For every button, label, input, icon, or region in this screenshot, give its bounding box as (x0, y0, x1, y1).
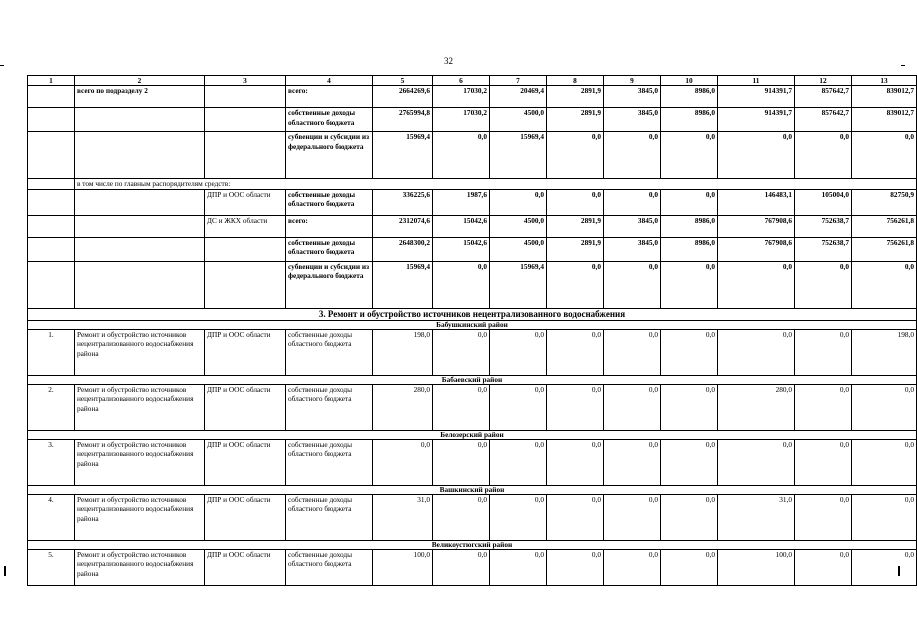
value-cell: 0,0 (852, 494, 917, 540)
value-cell: 0,0 (852, 439, 917, 485)
value-cell: 3845,0 (604, 86, 661, 108)
value-cell: 8986,0 (661, 215, 718, 237)
value-cell: 0,0 (661, 439, 718, 485)
value-cell: 0,0 (661, 494, 718, 540)
row-number-cell (28, 261, 75, 308)
value-cell: 31,0 (718, 494, 795, 540)
value-cell: 17030,2 (433, 86, 490, 108)
value-cell: 280,0 (373, 384, 433, 430)
district-name: Белозерский район (28, 430, 917, 439)
managers-label-row (28, 179, 917, 189)
value-cell: 752638,7 (795, 237, 852, 261)
value-cell: 82750,9 (852, 189, 917, 215)
value-cell: 0,0 (490, 384, 547, 430)
funding-type: собственные доходы областного бюджета (286, 494, 373, 540)
project-name: Ремонт и обустройство источников нецентрализованного водоснабжения района (75, 494, 205, 540)
value-cell: 0,0 (661, 329, 718, 375)
value-cell: 198,0 (373, 329, 433, 375)
value-cell: 0,0 (661, 549, 718, 585)
margin-tick-right (901, 65, 905, 66)
value-cell: 15969,4 (373, 132, 433, 179)
value-cell: 0,0 (490, 439, 547, 485)
row-number: 2. (28, 384, 75, 430)
value-cell: 8986,0 (661, 237, 718, 261)
subtotal-row (28, 108, 917, 132)
manager-cell (205, 237, 286, 261)
value-cell: 0,0 (433, 384, 490, 430)
value-cell: 280,0 (718, 384, 795, 430)
subtotal-label: всего по подразделу 2 (75, 86, 205, 108)
value-cell: 767908,6 (718, 215, 795, 237)
value-cell: 0,0 (795, 549, 852, 585)
value-cell: 0,0 (795, 132, 852, 179)
value-cell: 0,0 (490, 329, 547, 375)
value-cell: 0,0 (490, 189, 547, 215)
value-cell: 857642,7 (795, 86, 852, 108)
project-row (28, 494, 917, 540)
project-row (28, 329, 917, 375)
manager-cell (205, 86, 286, 108)
funding-type: собственные доходы областного бюджета (286, 237, 373, 261)
column-header: 6 (433, 76, 490, 86)
value-cell: 0,0 (718, 261, 795, 308)
manager-row (28, 215, 917, 237)
district-header-row (28, 485, 917, 494)
value-cell: 0,0 (661, 189, 718, 215)
funding-type: собственные доходы областного бюджета (286, 329, 373, 375)
value-cell: 0,0 (661, 132, 718, 179)
value-cell: 15969,4 (490, 261, 547, 308)
district-header-row (28, 375, 917, 384)
value-cell: 756261,8 (852, 237, 917, 261)
value-cell: 3845,0 (604, 108, 661, 132)
value-cell: 0,0 (604, 384, 661, 430)
manager-cell: ДС и ЖКХ области (205, 215, 286, 237)
column-header: 2 (75, 76, 205, 86)
section-title: 3. Ремонт и обустройство источников нецентрализованного водоснабжения (28, 308, 917, 320)
value-cell: 4500,0 (490, 108, 547, 132)
value-cell: 0,0 (718, 439, 795, 485)
value-cell: 15042,6 (433, 215, 490, 237)
value-cell: 0,0 (490, 494, 547, 540)
value-cell: 0,0 (604, 494, 661, 540)
subtotal-row (28, 132, 917, 179)
value-cell: 756261,8 (852, 215, 917, 237)
value-cell: 0,0 (718, 329, 795, 375)
column-header: 3 (205, 76, 286, 86)
project-row (28, 384, 917, 430)
row-number-cell (28, 86, 75, 108)
value-cell: 0,0 (547, 189, 604, 215)
manager-cell: ДПР и ООС области (205, 189, 286, 215)
value-cell: 2891,9 (547, 215, 604, 237)
value-cell: 4500,0 (490, 237, 547, 261)
row-number: 1. (28, 329, 75, 375)
row-number: 4. (28, 494, 75, 540)
funding-type: субвенции и субсидии из федерального бюджета (286, 261, 373, 308)
value-cell: 0,0 (718, 132, 795, 179)
column-header: 12 (795, 76, 852, 86)
district-header-row (28, 430, 917, 439)
column-header: 8 (547, 76, 604, 86)
manager-row (28, 237, 917, 261)
value-cell: 0,0 (547, 494, 604, 540)
value-cell: 839012,7 (852, 108, 917, 132)
value-cell: 2312074,6 (373, 215, 433, 237)
name-cell (75, 237, 205, 261)
row-number: 5. (28, 549, 75, 585)
value-cell: 0,0 (795, 439, 852, 485)
value-cell: 2891,9 (547, 237, 604, 261)
value-cell: 0,0 (373, 439, 433, 485)
value-cell: 4500,0 (490, 215, 547, 237)
value-cell: 100,0 (373, 549, 433, 585)
row-number-cell (28, 215, 75, 237)
column-header: 4 (286, 76, 373, 86)
funding-type: собственные доходы областного бюджета (286, 384, 373, 430)
row-number-cell (28, 237, 75, 261)
value-cell: 0,0 (433, 494, 490, 540)
value-cell: 0,0 (604, 189, 661, 215)
value-cell: 31,0 (373, 494, 433, 540)
funding-type: собственные доходы областного бюджета (286, 108, 373, 132)
value-cell: 8986,0 (661, 86, 718, 108)
row-number-cell (28, 179, 75, 189)
district-name: Бабаевский район (28, 375, 917, 384)
value-cell: 0,0 (795, 494, 852, 540)
funding-type: всего: (286, 86, 373, 108)
value-cell: 20469,4 (490, 86, 547, 108)
value-cell: 15042,6 (433, 237, 490, 261)
value-cell: 0,0 (604, 132, 661, 179)
value-cell: 752638,7 (795, 215, 852, 237)
header-row (28, 76, 917, 86)
value-cell: 1987,6 (433, 189, 490, 215)
name-cell (75, 261, 205, 308)
manager-cell: ДПР и ООС области (205, 549, 286, 585)
value-cell: 0,0 (433, 261, 490, 308)
name-cell (75, 189, 205, 215)
value-cell: 0,0 (547, 132, 604, 179)
manager-cell: ДПР и ООС области (205, 329, 286, 375)
column-header: 7 (490, 76, 547, 86)
value-cell: 15969,4 (490, 132, 547, 179)
page-number: 32 (444, 56, 453, 66)
manager-cell (205, 108, 286, 132)
value-cell: 15969,4 (373, 261, 433, 308)
manager-row (28, 261, 917, 308)
manager-row (28, 189, 917, 215)
margin-tick-left (0, 65, 4, 66)
value-cell: 0,0 (604, 439, 661, 485)
value-cell: 0,0 (547, 384, 604, 430)
project-name: Ремонт и обустройство источников нецентрализованного водоснабжения района (75, 329, 205, 375)
district-header-row (28, 320, 917, 329)
funding-type: всего: (286, 215, 373, 237)
row-number: 3. (28, 439, 75, 485)
project-row (28, 439, 917, 485)
value-cell: 336225,6 (373, 189, 433, 215)
manager-cell: ДПР и ООС области (205, 439, 286, 485)
value-cell: 0,0 (661, 384, 718, 430)
managers-label: в том числе по главным распорядителям средств: (75, 179, 917, 189)
value-cell: 0,0 (547, 329, 604, 375)
funding-type: собственные доходы областного бюджета (286, 189, 373, 215)
value-cell: 146483,1 (718, 189, 795, 215)
value-cell: 0,0 (852, 261, 917, 308)
value-cell: 0,0 (852, 549, 917, 585)
value-cell: 0,0 (433, 549, 490, 585)
value-cell: 0,0 (490, 549, 547, 585)
name-cell (75, 215, 205, 237)
value-cell: 0,0 (604, 261, 661, 308)
manager-cell: ДПР и ООС области (205, 384, 286, 430)
value-cell: 0,0 (604, 549, 661, 585)
project-name: Ремонт и обустройство источников нецентрализованного водоснабжения района (75, 439, 205, 485)
row-number-cell (28, 132, 75, 179)
value-cell: 0,0 (661, 261, 718, 308)
value-cell: 0,0 (547, 549, 604, 585)
name-cell (75, 132, 205, 179)
value-cell: 2765994,8 (373, 108, 433, 132)
name-cell (75, 108, 205, 132)
value-cell: 3845,0 (604, 237, 661, 261)
budget-table (27, 75, 917, 586)
edge-mark-left (4, 566, 6, 576)
value-cell: 3845,0 (604, 215, 661, 237)
value-cell: 100,0 (718, 549, 795, 585)
column-header: 11 (718, 76, 795, 86)
value-cell: 839012,7 (852, 86, 917, 108)
value-cell: 17030,2 (433, 108, 490, 132)
row-number-cell (28, 108, 75, 132)
district-name: Бабушкинский район (28, 320, 917, 329)
value-cell: 8986,0 (661, 108, 718, 132)
district-name: Великоустюгский район (28, 540, 917, 549)
funding-type: субвенции и субсидии из федерального бюджета (286, 132, 373, 179)
value-cell: 0,0 (852, 132, 917, 179)
value-cell: 0,0 (547, 261, 604, 308)
project-name: Ремонт и обустройство источников нецентрализованного водоснабжения района (75, 549, 205, 585)
value-cell: 0,0 (547, 439, 604, 485)
value-cell: 0,0 (433, 132, 490, 179)
value-cell: 2664269,6 (373, 86, 433, 108)
value-cell: 0,0 (433, 439, 490, 485)
district-header-row (28, 540, 917, 549)
manager-cell (205, 132, 286, 179)
row-number-cell (28, 189, 75, 215)
value-cell: 0,0 (433, 329, 490, 375)
manager-cell (205, 261, 286, 308)
section-title-row (28, 308, 917, 320)
funding-type: собственные доходы областного бюджета (286, 439, 373, 485)
column-header: 10 (661, 76, 718, 86)
subtotal-row (28, 86, 917, 108)
value-cell: 0,0 (795, 329, 852, 375)
value-cell: 767908,6 (718, 237, 795, 261)
value-cell: 0,0 (795, 261, 852, 308)
value-cell: 0,0 (852, 384, 917, 430)
district-name: Вашкинский район (28, 485, 917, 494)
column-header: 5 (373, 76, 433, 86)
value-cell: 105004,0 (795, 189, 852, 215)
value-cell: 2891,9 (547, 108, 604, 132)
column-header: 13 (852, 76, 917, 86)
project-row (28, 549, 917, 585)
value-cell: 914391,7 (718, 108, 795, 132)
column-header: 9 (604, 76, 661, 86)
value-cell: 857642,7 (795, 108, 852, 132)
funding-type: собственные доходы областного бюджета (286, 549, 373, 585)
value-cell: 2891,9 (547, 86, 604, 108)
value-cell: 2648300,2 (373, 237, 433, 261)
value-cell: 914391,7 (718, 86, 795, 108)
column-header: 1 (28, 76, 75, 86)
value-cell: 0,0 (795, 384, 852, 430)
manager-cell: ДПР и ООС области (205, 494, 286, 540)
value-cell: 198,0 (852, 329, 917, 375)
project-name: Ремонт и обустройство источников нецентрализованного водоснабжения района (75, 384, 205, 430)
value-cell: 0,0 (604, 329, 661, 375)
